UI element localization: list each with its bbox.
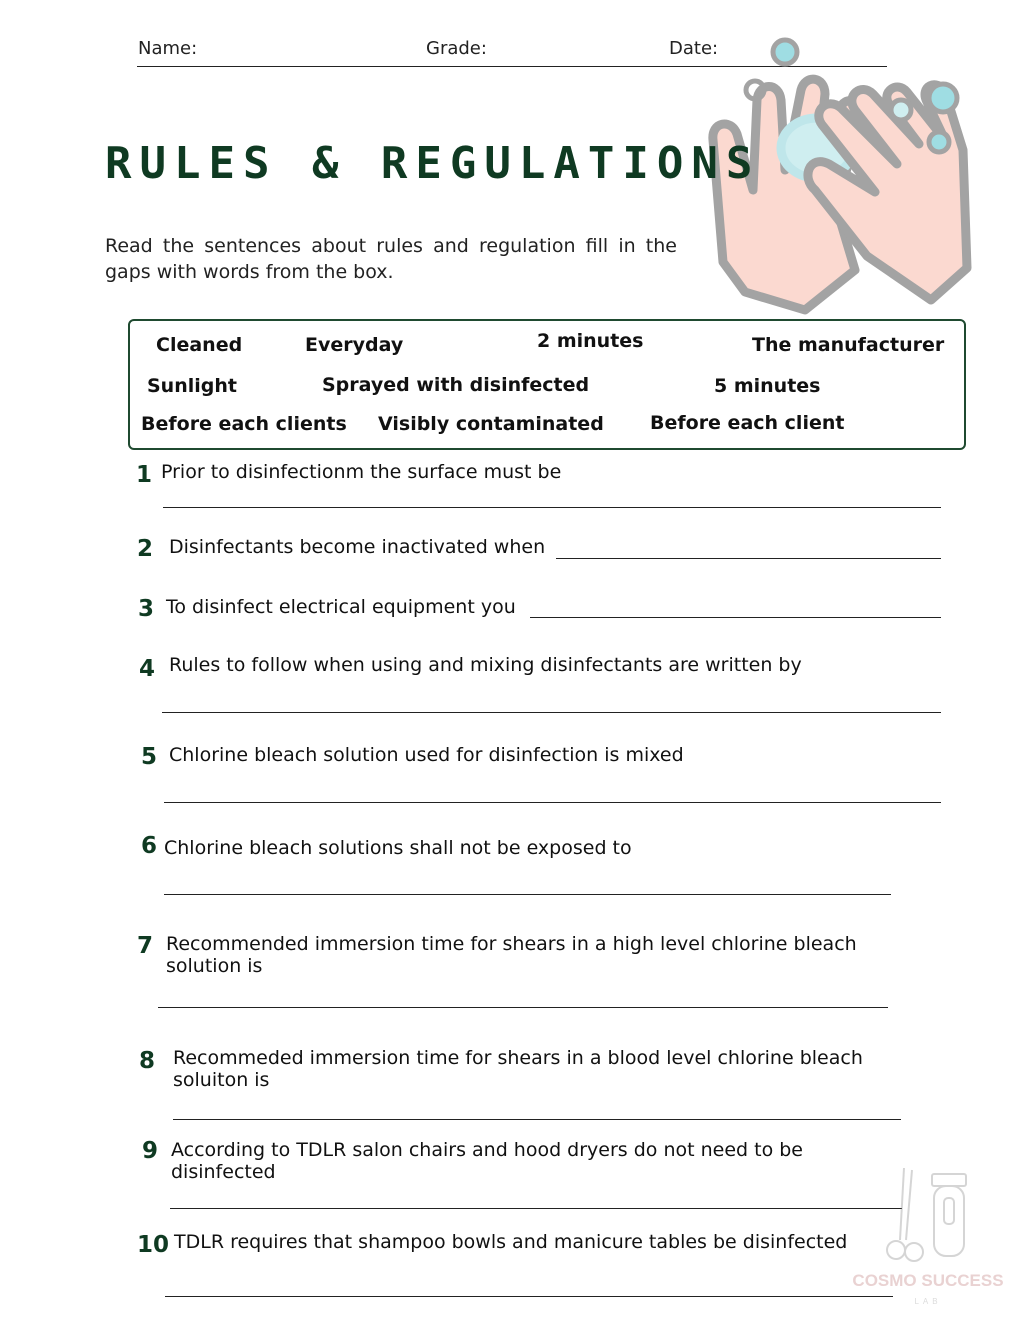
question-text: Chlorine bleach solution used for disinfection is mixed [169,744,684,766]
answer-line[interactable] [163,507,941,508]
question-text: TDLR requires that shampoo bowls and manicure tables be disinfected [174,1231,848,1253]
question-number: 7 [137,933,154,959]
question-number: 5 [141,744,158,770]
word-the-manufacturer[interactable]: The manufacturer [752,334,945,356]
word-visibly-contaminated[interactable]: Visibly contaminated [378,413,604,435]
instructions: Read the sentences about rules and regulation fill in the gaps with words from the box. [105,235,677,283]
answer-line[interactable] [530,617,941,618]
answer-line[interactable] [158,1007,888,1008]
answer-line[interactable] [173,1119,901,1120]
grade-label: Grade: [426,38,487,59]
question-number: 2 [137,536,154,562]
logo-subtext: LAB [914,1297,942,1306]
word-before-each-client[interactable]: Before each client [650,412,845,434]
answer-line[interactable] [556,558,941,559]
question-text: Disinfectants become inactivated when [169,536,546,558]
question-text: To disinfect electrical equipment you [166,596,516,618]
word-sprayed-with-disinfected[interactable]: Sprayed with disinfected [322,374,590,396]
question-number: 3 [138,596,155,622]
cosmo-success-logo [840,1160,1015,1310]
logo-text: COSMO SUCCESS [852,1271,1004,1290]
question-text: Prior to disinfectionm the surface must be [161,461,562,483]
answer-line[interactable] [165,1296,893,1297]
question-text: According to TDLR salon chairs and hood dryers do not need to be disinfected [171,1139,804,1183]
scissors-icon [887,1168,923,1261]
word-sunlight[interactable]: Sunlight [147,375,237,397]
answer-line[interactable] [170,1208,902,1209]
question-text: Chlorine bleach solutions shall not be exposed to [164,837,632,859]
question-text: Recommeded immersion time for shears in a blood level chlorine bleach soluiton is [173,1047,863,1091]
question-number: 9 [142,1138,159,1164]
question-text: Recommended immersion time for shears in a high level chlorine bleach solution is [166,933,857,977]
question-number: 1 [136,462,153,488]
answer-line[interactable] [162,712,941,713]
date-label: Date: [669,38,719,59]
word-cleaned[interactable]: Cleaned [156,334,243,356]
word-5-minutes[interactable]: 5 minutes [714,375,821,397]
name-label: Name: [138,38,198,59]
answer-line[interactable] [164,802,941,803]
page-title: RULES & REGULATIONS [105,138,761,189]
question-number: 6 [141,833,158,859]
question-text: Rules to follow when using and mixing disinfectants are written by [169,654,802,676]
word-2-minutes[interactable]: 2 minutes [537,330,644,352]
question-number: 10 [137,1232,170,1258]
question-number: 4 [139,656,156,682]
word-everyday[interactable]: Everyday [305,334,404,356]
question-number: 8 [139,1048,156,1074]
answer-line[interactable] [164,894,891,895]
clipper-icon [932,1174,966,1256]
word-before-each-clients[interactable]: Before each clients [141,413,347,435]
